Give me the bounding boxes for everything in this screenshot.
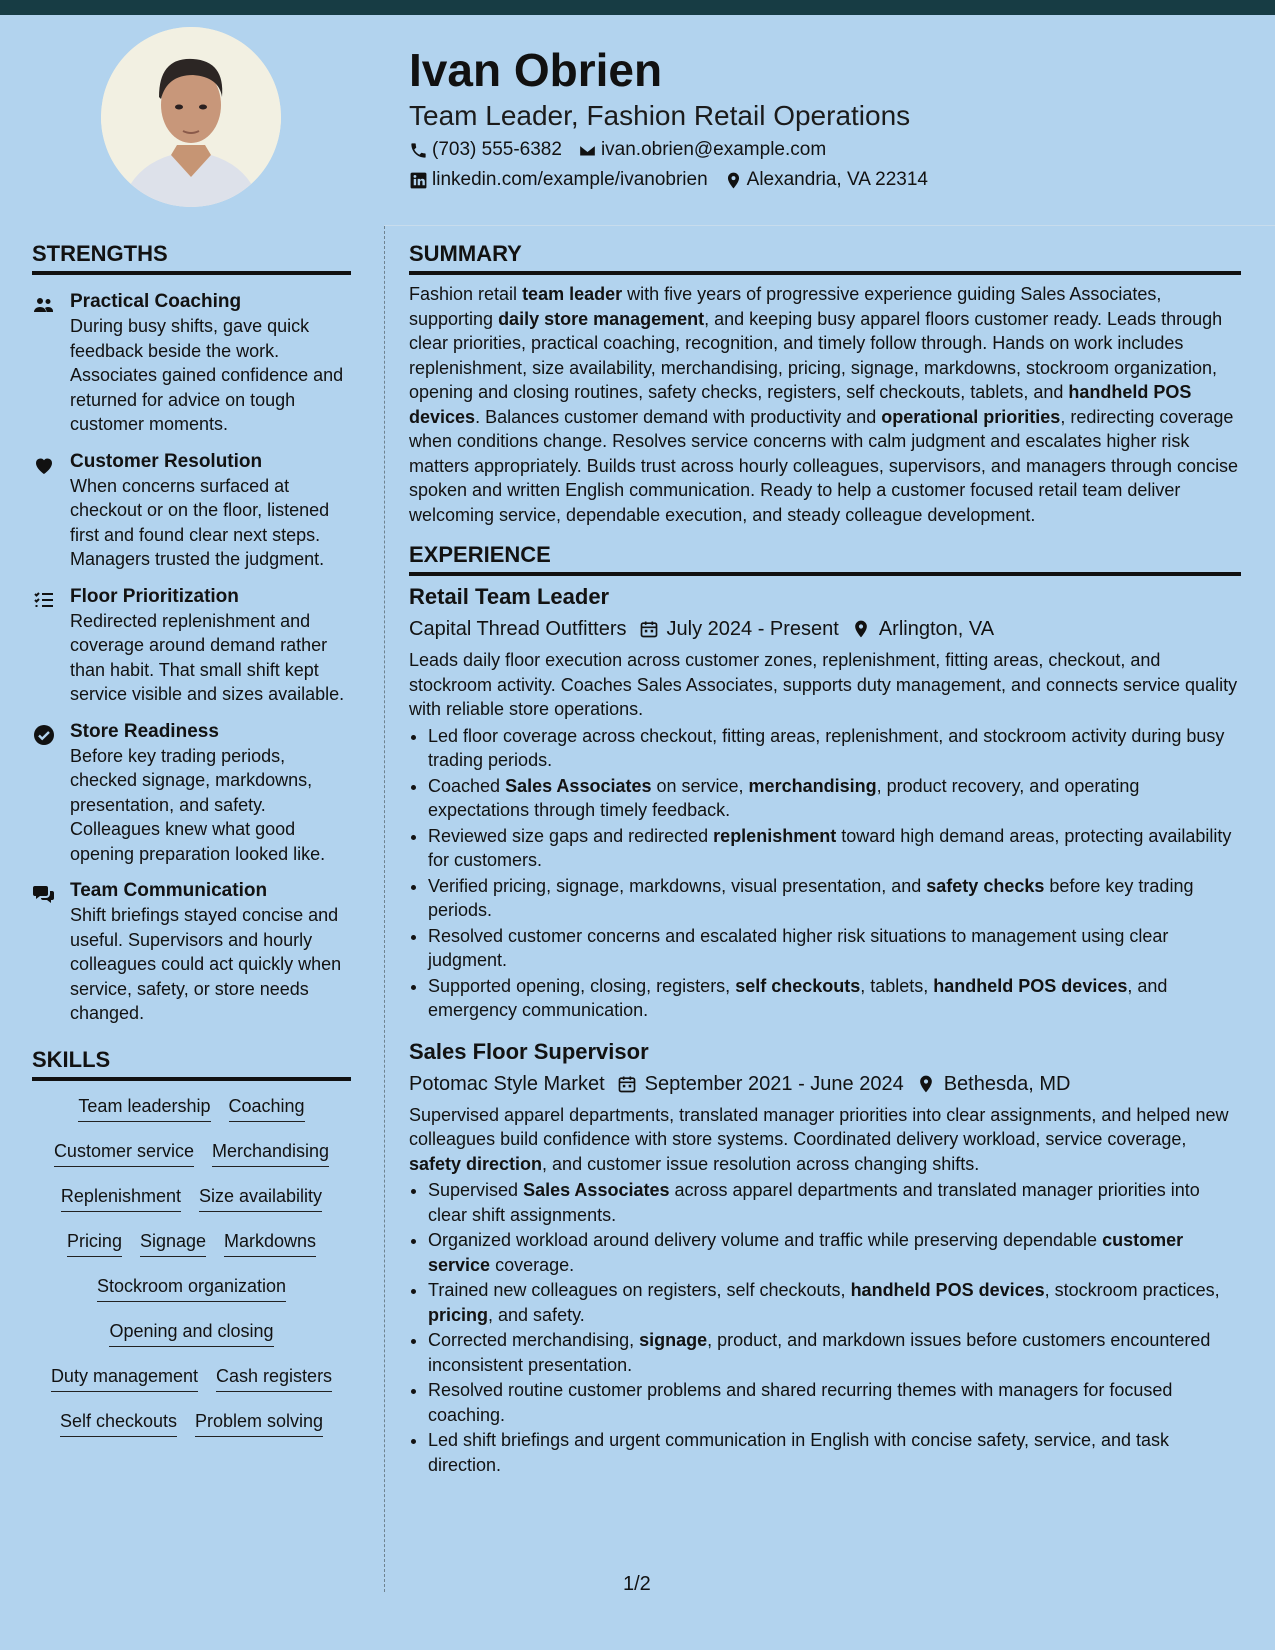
company-name: Potomac Style Market <box>409 1072 605 1095</box>
profile-photo <box>101 27 281 207</box>
bold-term: handheld POS devices <box>409 382 1192 427</box>
phone-text: (703) 555-6382 <box>432 139 562 160</box>
strength-name: Practical Coaching <box>70 291 242 312</box>
bold-term: signage <box>639 1330 708 1350</box>
bold-term: handheld POS devices <box>933 975 1128 996</box>
bullet-item <box>428 1428 1241 1477</box>
text-segment: on service, <box>651 775 749 796</box>
job-entry <box>409 582 1241 1023</box>
text-segment: Supervised apparel departments, translated manager priorities into clear assignments, and helped new colleagues build confidence with store systems. Coordinated delivery workload, service coverage, <box>409 1104 1229 1149</box>
bullet-item <box>428 1278 1241 1327</box>
text-segment: , redirecting coverage when conditions change. Resolves service concerns with calm judgment and escalates higher risk matters appropriately. Builds trust across hourly colleagues, supervisors, and managers through concise spoken and written English communication. Ready to help a customer focused retail team deliver welcoming service, dependable execution, and steady colleague development. <box>409 406 1239 525</box>
text-segment: Corrected merchandising, <box>428 1330 640 1350</box>
job-meta <box>409 615 1241 643</box>
job-title: Sales Floor Supervisor <box>409 1038 649 1064</box>
text-segment: Led shift briefings and urgent communication in English with concise safety, service, and task direction. <box>428 1430 1170 1475</box>
job-dates: September 2021 - June 2024 <box>644 1072 904 1095</box>
candidate-name: Ivan Obrien <box>409 44 663 96</box>
job-entry <box>409 1037 1241 1478</box>
comments-icon <box>32 878 70 1026</box>
skill-tag: Team leadership <box>78 1094 210 1122</box>
phone-contact[interactable] <box>409 137 562 163</box>
candidate-title: Team Leader, Fashion Retail Operations <box>409 100 911 131</box>
location-contact <box>724 167 928 193</box>
bullet-item <box>428 1228 1241 1277</box>
bullet-item <box>428 824 1241 873</box>
phone-icon <box>409 141 428 160</box>
text-segment: Led floor coverage across checkout, fitting areas, replenishment, and stockroom activity during busy trading periods. <box>428 725 1225 770</box>
skills-row <box>32 1319 351 1364</box>
strength-body <box>70 719 351 867</box>
users-icon <box>32 289 70 437</box>
bold-term: daily store management <box>498 308 705 329</box>
text-segment: toward high demand areas, protecting availability for customers. <box>428 825 1232 870</box>
company-name: Capital Thread Outfitters <box>409 618 627 640</box>
text-segment: Resolved customer concerns and escalated higher risk situations to management using clear judgment. <box>428 925 1169 970</box>
bold-term: safety direction <box>409 1153 543 1174</box>
skill-tag: Customer service <box>54 1139 194 1167</box>
skill-tag: Self checkouts <box>60 1409 177 1437</box>
job-location: Arlington, VA <box>878 618 995 640</box>
text-segment: , product, and markdown issues before customers encountered inconsistent presentation. <box>428 1330 1211 1375</box>
strength-body <box>70 878 351 1026</box>
top-bar <box>0 0 1275 15</box>
bullet-item <box>428 1328 1241 1377</box>
email-text: ivan.obrien@example.com <box>600 139 827 160</box>
strength-desc: Before key trading periods, checked signage, markdowns, presentation, and safety. Colleagues knew what good opening preparation looked like. <box>70 745 326 864</box>
linkedin-contact[interactable] <box>409 167 708 193</box>
job-description: Leads daily floor execution across customer zones, replenishment, fitting areas, checkout, and stockroom activity. Coaches Sales Associates, supports duty management, and connects service quality with reliable store operations. <box>409 650 1238 719</box>
left-column <box>32 240 351 1454</box>
job-dates: July 2024 - Present <box>666 618 839 640</box>
strength-desc: During busy shifts, gave quick feedback beside the work. Associates gained confidence and returned for advice on tough customer moments. <box>70 316 344 434</box>
text-segment: Reviewed size gaps and redirected <box>428 825 714 846</box>
skill-tag: Size availability <box>199 1184 322 1212</box>
strength-desc: When concerns surfaced at checkout or on the floor, listened first and found clear next steps. Managers trusted the judgment. <box>70 475 330 569</box>
strength-name: Team Communication <box>70 880 268 901</box>
skills-row <box>32 1139 351 1184</box>
experience-section <box>409 541 1241 1477</box>
list-check-icon <box>32 584 70 707</box>
text-segment: Trained new colleagues on registers, self checkouts, <box>428 1280 851 1300</box>
strength-item <box>32 584 351 707</box>
text-segment: , stockroom practices, <box>1044 1280 1220 1300</box>
bold-term: pricing <box>428 1304 489 1325</box>
page-number: 1/2 <box>623 1573 651 1595</box>
bold-term: handheld POS devices <box>850 1280 1045 1300</box>
bold-term: replenishment <box>713 825 837 846</box>
bullet-item <box>428 724 1241 773</box>
bullet-item <box>428 774 1241 823</box>
summary-text <box>409 282 1241 527</box>
skill-tag: Coaching <box>229 1094 305 1122</box>
bold-term: self checkouts <box>735 975 861 996</box>
right-column <box>409 240 1241 1478</box>
text-segment: Organized workload around delivery volume and traffic while preserving dependable <box>428 1230 1103 1250</box>
bold-term: safety checks <box>926 875 1045 896</box>
bullet-item <box>428 1378 1241 1427</box>
bold-term: Sales Associates <box>505 775 652 796</box>
skill-tag: Duty management <box>51 1364 198 1392</box>
skills-row <box>32 1274 351 1319</box>
skills-row <box>32 1094 351 1139</box>
bullet-item <box>428 1178 1241 1227</box>
linkedin-text: linkedin.com/example/ivanobrien <box>432 169 708 190</box>
job-title: Retail Team Leader <box>409 584 610 609</box>
text-segment: , and emergency communication. <box>428 975 1168 1020</box>
strength-body <box>70 289 351 437</box>
skill-tag: Signage <box>140 1229 206 1257</box>
bold-term: operational priorities <box>881 406 1061 427</box>
header-divider <box>384 225 1275 226</box>
text-segment: with five years of progressive experience guiding Sales Associates, supporting <box>409 284 1162 329</box>
text-segment: , and customer issue resolution across changing shifts. <box>542 1153 980 1174</box>
text-segment: Fashion retail <box>409 284 523 304</box>
strength-desc: Redirected replenishment and coverage around demand rather than habit. That small shift kept service visible and sizes available. <box>70 610 345 704</box>
job-location: Bethesda, MD <box>943 1072 1071 1095</box>
strength-name: Floor Prioritization <box>70 585 239 607</box>
skills-list <box>32 1094 351 1454</box>
text-segment: before key trading periods. <box>428 875 1194 920</box>
strength-item <box>32 449 351 572</box>
skills-row <box>32 1409 351 1454</box>
skill-tag: Replenishment <box>61 1184 181 1212</box>
skill-tag: Opening and closing <box>109 1319 273 1347</box>
experience-heading: EXPERIENCE <box>409 541 1241 576</box>
job-bullets <box>409 724 1241 1023</box>
strength-name: Customer Resolution <box>70 450 263 472</box>
column-divider <box>384 226 385 1592</box>
text-segment: across apparel departments and translated manager priorities into clear shift assignments. <box>428 1180 1200 1225</box>
map-pin-icon <box>916 1074 936 1094</box>
contact-row-2 <box>409 167 1229 193</box>
skill-tag: Markdowns <box>224 1229 316 1257</box>
text-segment: Coached <box>428 775 506 796</box>
text-segment: , and keeping busy apparel floors customer ready. Leads through clear priorities, practical coaching, recognition, and timely follow through. Hands on work includes replenishment, size availability, merchandising, pricing, signage, markdowns, stockroom organization, opening and closing routines, safety checks, registers, self checkouts, tablets, and <box>409 308 1223 402</box>
heart-icon <box>32 449 70 572</box>
text-segment: , tablets, <box>860 975 934 996</box>
jobs-list <box>409 582 1241 1477</box>
check-circle-icon <box>32 719 70 867</box>
bold-term: customer service <box>428 1230 1184 1275</box>
strengths-heading: STRENGTHS <box>32 240 351 275</box>
strength-item <box>32 719 351 867</box>
skills-row <box>32 1184 351 1229</box>
bullet-item <box>428 974 1241 1023</box>
skills-row <box>32 1229 351 1274</box>
calendar-icon <box>617 1074 637 1094</box>
skills-heading: SKILLS <box>32 1046 351 1081</box>
job-bullets <box>409 1178 1241 1477</box>
skill-tag: Pricing <box>67 1229 122 1257</box>
text-segment: , and safety. <box>488 1304 585 1325</box>
linkedin-icon <box>409 171 428 190</box>
job-meta <box>409 1070 1241 1098</box>
calendar-icon <box>639 619 659 639</box>
text-segment: Verified pricing, signage, markdowns, visual presentation, and <box>428 875 927 896</box>
text-segment: Supported opening, closing, registers, <box>428 975 736 996</box>
map-pin-icon <box>851 619 871 639</box>
text-segment: Resolved routine customer problems and shared recurring themes with managers for focused coaching. <box>428 1380 1173 1425</box>
summary-heading: SUMMARY <box>409 240 1241 275</box>
strength-name: Store Readiness <box>70 720 219 742</box>
strength-body <box>70 584 351 707</box>
text-segment: . Balances customer demand with productivity and <box>475 406 882 427</box>
bold-term: Sales Associates <box>523 1180 670 1200</box>
contact-row-1 <box>409 137 1229 163</box>
text-segment: Supervised <box>428 1180 524 1200</box>
skill-tag: Stockroom organization <box>97 1274 286 1302</box>
text-segment: , product recovery, and operating expectations through timely feedback. <box>428 775 1140 820</box>
bold-term: team leader <box>522 284 623 304</box>
strength-desc: Shift briefings stayed concise and useful. Supervisors and hourly colleagues could act quickly when service, safety, or store needs changed. <box>70 905 342 1023</box>
skill-tag: Cash registers <box>216 1364 332 1392</box>
email-contact[interactable] <box>578 137 826 163</box>
strength-item <box>32 878 351 1026</box>
resume-header <box>409 42 1229 193</box>
bold-term: merchandising <box>748 775 877 796</box>
skill-tag: Merchandising <box>212 1139 329 1167</box>
envelope-icon <box>578 141 597 160</box>
bullet-item <box>428 924 1241 973</box>
text-segment: coverage. <box>490 1254 575 1275</box>
strength-body <box>70 449 351 572</box>
job-description <box>409 1103 1241 1177</box>
strength-item <box>32 289 351 437</box>
profile-photo-art <box>101 27 281 207</box>
skills-row <box>32 1364 351 1409</box>
skill-tag: Problem solving <box>195 1409 323 1437</box>
strengths-list <box>32 289 351 1026</box>
location-text: Alexandria, VA 22314 <box>746 169 928 190</box>
bullet-item <box>428 874 1241 923</box>
map-pin-icon <box>724 171 743 190</box>
